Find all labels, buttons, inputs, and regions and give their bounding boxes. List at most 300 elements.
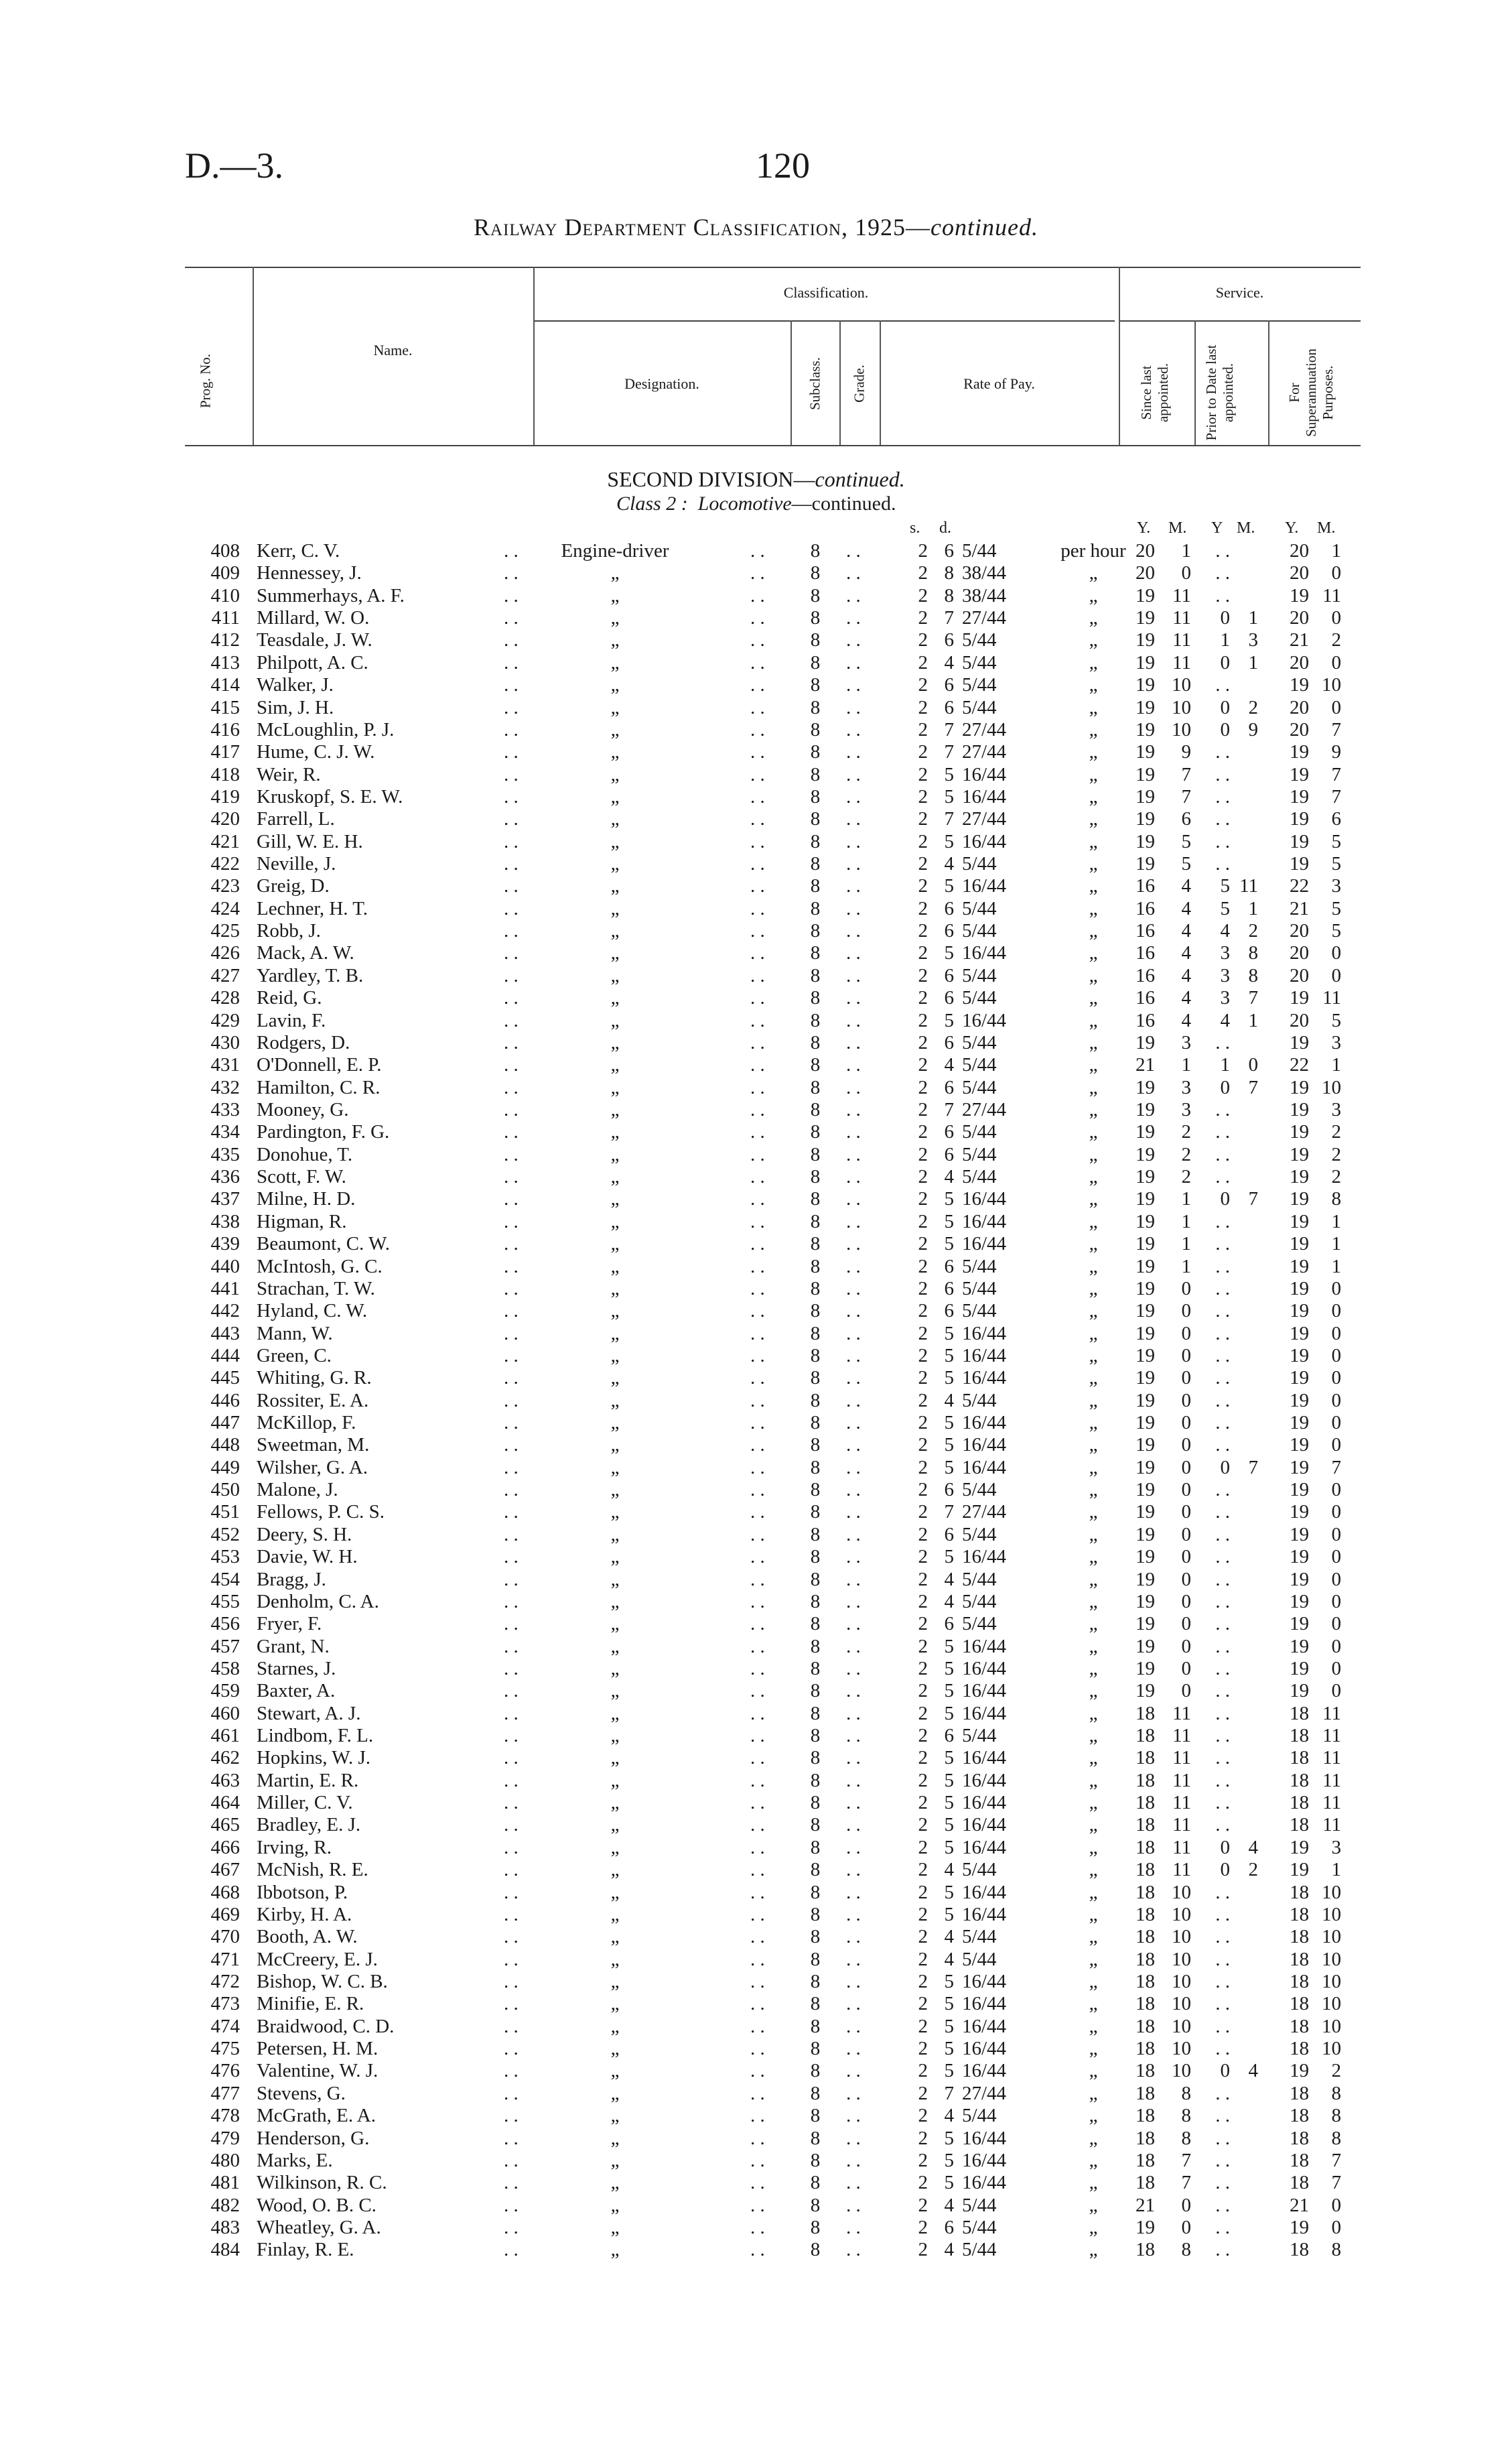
table-row [0, 1993, 1512, 2015]
leader-dots: . . [846, 1389, 861, 1411]
employee-name: Martin, E. R. [257, 1769, 359, 1791]
since-years: 18 [1136, 2239, 1155, 2261]
rate-fraction: 16/44 [962, 1680, 1007, 1702]
subclass: 8 [810, 1590, 821, 1612]
prior-years: . . [1215, 2149, 1230, 2171]
rate-shillings: 2 [918, 1076, 928, 1098]
leader-dots: . . [846, 2239, 861, 2261]
table-row [0, 1747, 1512, 1769]
prog-number: 449 [210, 1456, 240, 1478]
table-row [0, 1345, 1512, 1367]
super-months: 1 [1331, 1054, 1341, 1076]
super-years: 20 [1290, 942, 1309, 964]
leader-dots: . . [504, 1009, 519, 1031]
rate-shillings: 2 [918, 1859, 928, 1881]
rate-shillings: 2 [918, 853, 928, 875]
rate-fraction: 16/44 [962, 1456, 1007, 1478]
leader-dots: . . [750, 651, 765, 673]
rate-per: „ [1089, 1501, 1098, 1523]
subclass: 8 [810, 1479, 821, 1501]
leader-dots: . . [846, 1725, 861, 1747]
leader-dots: . . [750, 1322, 765, 1344]
prior-years: . . [1215, 2172, 1230, 2194]
table-row [0, 629, 1512, 651]
rate-fraction: 27/44 [962, 1098, 1007, 1120]
rate-shillings: 2 [918, 1814, 928, 1836]
super-months: 0 [1331, 1344, 1341, 1366]
prog-number: 438 [210, 1210, 240, 1232]
leader-dots: . . [750, 540, 765, 562]
rate-shillings: 2 [918, 1233, 928, 1255]
super-months: 11 [1322, 1814, 1341, 1836]
rate-shillings: 2 [918, 718, 928, 740]
leader-dots: . . [750, 2172, 765, 2194]
designation: „ [610, 1479, 620, 1501]
leader-dots: . . [846, 1769, 861, 1791]
rate-shillings: 2 [918, 1434, 928, 1456]
leader-dots: . . [750, 1948, 765, 1970]
rate-shillings: 2 [918, 2105, 928, 2127]
service-underline [1119, 320, 1361, 322]
leader-dots: . . [504, 1367, 519, 1389]
leader-dots: . . [504, 1166, 519, 1188]
rate-per: „ [1089, 1367, 1098, 1389]
prog-number: 414 [210, 674, 240, 696]
rate-shillings: 2 [918, 2015, 928, 2037]
leader-dots: . . [750, 1121, 765, 1143]
since-years: 19 [1136, 830, 1155, 852]
class-name: Locomotive [697, 493, 792, 515]
prog-number: 471 [210, 1948, 240, 1970]
since-months: 10 [1172, 674, 1191, 696]
designation: „ [610, 1814, 620, 1836]
since-years: 16 [1136, 987, 1155, 1009]
designation: „ [610, 1926, 620, 1948]
rate-fraction: 16/44 [962, 2127, 1007, 2149]
prior-years: . . [1215, 1971, 1230, 1992]
since-months: 0 [1181, 1277, 1191, 1299]
super-months: 7 [1331, 718, 1341, 740]
prog-number: 458 [210, 1657, 240, 1679]
leader-dots: . . [504, 1814, 519, 1836]
leader-dots: . . [846, 1792, 861, 1814]
designation: „ [610, 1836, 620, 1858]
rate-shillings: 2 [918, 1479, 928, 1501]
prior-years: . . [1215, 1031, 1230, 1053]
rate-per: „ [1089, 1210, 1098, 1232]
since-years: 19 [1136, 1031, 1155, 1053]
leader-dots: . . [846, 1590, 861, 1612]
rate-shillings: 2 [918, 1344, 928, 1366]
super-months: 0 [1331, 964, 1341, 986]
prior-years: . . [1215, 1546, 1230, 1568]
super-years: 19 [1290, 1031, 1309, 1053]
prog-number: 470 [210, 1926, 240, 1948]
employee-name: Weir, R. [257, 763, 321, 785]
rate-per: „ [1089, 1926, 1098, 1948]
leader-dots: . . [504, 1903, 519, 1925]
leader-dots: . . [504, 1881, 519, 1903]
prog-number: 461 [210, 1725, 240, 1747]
employee-name: Starnes, J. [257, 1657, 336, 1679]
prior-years: 0 [1220, 651, 1230, 673]
prior-months: 0 [1248, 1054, 1258, 1076]
subclass: 8 [810, 1031, 821, 1053]
super-months: 11 [1322, 987, 1341, 1009]
rate-fraction: 16/44 [962, 1657, 1007, 1679]
super-years: 19 [1290, 2216, 1309, 2238]
rate-fraction: 16/44 [962, 1881, 1007, 1903]
rate-shillings: 2 [918, 1523, 928, 1545]
leader-dots: . . [750, 1568, 765, 1590]
prog-number: 435 [210, 1143, 240, 1165]
prior-months: 4 [1248, 2060, 1258, 2082]
designation: „ [610, 1456, 620, 1478]
leader-dots: . . [846, 1903, 861, 1925]
leader-dots: . . [504, 1031, 519, 1053]
since-years: 19 [1136, 1657, 1155, 1679]
leader-dots: . . [846, 1836, 861, 1858]
leader-dots: . . [750, 1635, 765, 1657]
designation: „ [610, 1277, 620, 1299]
leader-dots: . . [504, 964, 519, 986]
rate-pence: 5 [944, 1322, 954, 1344]
leader-dots: . . [750, 1546, 765, 1568]
table-row [0, 1680, 1512, 1702]
rate-per: „ [1089, 1590, 1098, 1612]
employee-name: Green, C. [257, 1344, 332, 1366]
subclass: 8 [810, 1836, 821, 1858]
prior-years: 5 [1220, 897, 1230, 919]
designation: „ [610, 562, 620, 584]
leader-dots: . . [846, 1680, 861, 1702]
rate-pence: 7 [944, 2082, 954, 2104]
subclass: 8 [810, 1434, 821, 1456]
rate-pence: 5 [944, 875, 954, 897]
designation: „ [610, 1210, 620, 1232]
rate-fraction: 16/44 [962, 2172, 1007, 2194]
rate-per: „ [1089, 562, 1098, 584]
leader-dots: . . [846, 1009, 861, 1031]
leader-dots: . . [504, 741, 519, 763]
leader-dots: . . [504, 1121, 519, 1143]
leader-dots: . . [750, 607, 765, 629]
since-months: 2 [1181, 1143, 1191, 1165]
designation: „ [610, 875, 620, 897]
since-years: 19 [1136, 1367, 1155, 1389]
leader-dots: . . [504, 562, 519, 584]
super-months: 10 [1322, 1881, 1341, 1903]
super-years: 19 [1290, 1121, 1309, 1143]
since-months: 1 [1181, 1255, 1191, 1277]
designation: „ [610, 1523, 620, 1545]
prog-number: 473 [210, 1993, 240, 2015]
rate-pence: 5 [944, 1814, 954, 1836]
super-years: 20 [1290, 964, 1309, 986]
rate-shillings: 2 [918, 651, 928, 673]
rate-shillings: 2 [918, 785, 928, 807]
super-years: 19 [1290, 1680, 1309, 1702]
designation: „ [610, 2149, 620, 2171]
designation: „ [610, 1702, 620, 1724]
subclass: 8 [810, 651, 821, 673]
employee-name: Gill, W. E. H. [257, 830, 363, 852]
rate-per: „ [1089, 1769, 1098, 1791]
prog-number: 448 [210, 1434, 240, 1456]
employee-name: Stewart, A. J. [257, 1702, 361, 1724]
rate-per: „ [1089, 1188, 1098, 1210]
rate-fraction: 5/44 [962, 1948, 997, 1970]
prog-number: 472 [210, 1971, 240, 1992]
rate-per: „ [1089, 1613, 1098, 1635]
subclass: 8 [810, 1903, 821, 1925]
rate-pence: 6 [944, 964, 954, 986]
leader-dots: . . [846, 853, 861, 875]
leader-dots: . . [504, 1792, 519, 1814]
prog-number: 474 [210, 2015, 240, 2037]
rate-fraction: 16/44 [962, 2060, 1007, 2082]
super-months: 0 [1331, 1523, 1341, 1545]
leader-dots: . . [504, 651, 519, 673]
super-years: 19 [1290, 1546, 1309, 1568]
leader-dots: . . [750, 1277, 765, 1299]
rate-pence: 5 [944, 1769, 954, 1791]
since-years: 19 [1136, 1568, 1155, 1590]
subclass: 8 [810, 562, 821, 584]
employee-name: Yardley, T. B. [257, 964, 364, 986]
leader-dots: . . [750, 696, 765, 718]
super-years: 19 [1290, 741, 1309, 763]
super-months: 0 [1331, 1657, 1341, 1679]
since-years: 18 [1136, 2082, 1155, 2104]
leader-dots: . . [846, 1300, 861, 1322]
super-months: 0 [1331, 942, 1341, 964]
since-years: 19 [1136, 1590, 1155, 1612]
prior-years: 0 [1220, 607, 1230, 629]
super-years: 18 [1290, 2038, 1309, 2060]
super-months: 0 [1331, 1367, 1341, 1389]
rate-pence: 5 [944, 1881, 954, 1903]
since-years: 18 [1136, 1747, 1155, 1769]
designation: „ [610, 1657, 620, 1679]
employee-name: Summerhays, A. F. [257, 584, 405, 606]
prior-years: 1 [1220, 629, 1230, 651]
since-years: 16 [1136, 1009, 1155, 1031]
table-row [0, 1010, 1512, 1032]
leader-dots: . . [846, 808, 861, 830]
prior-years: . . [1215, 853, 1230, 875]
header-subclass: Subclass. [807, 357, 823, 410]
designation: „ [610, 1367, 620, 1389]
subclass: 8 [810, 1702, 821, 1724]
designation: „ [610, 1993, 620, 2015]
since-years: 19 [1136, 1344, 1155, 1366]
rate-shillings: 2 [918, 1121, 928, 1143]
unit-pence: d. [939, 519, 951, 537]
designation: „ [610, 1725, 620, 1747]
subclass: 8 [810, 1166, 821, 1188]
prior-months: 1 [1248, 607, 1258, 629]
leader-dots: . . [504, 1210, 519, 1232]
rate-pence: 5 [944, 1836, 954, 1858]
leader-dots: . . [750, 1926, 765, 1948]
leader-dots: . . [750, 2149, 765, 2171]
rate-shillings: 2 [918, 1635, 928, 1657]
subclass: 8 [810, 1948, 821, 1970]
super-months: 3 [1331, 1031, 1341, 1053]
rate-shillings: 2 [918, 1613, 928, 1635]
designation: „ [610, 2127, 620, 2149]
subclass: 8 [810, 607, 821, 629]
since-years: 19 [1136, 1546, 1155, 1568]
leader-dots: . . [504, 1456, 519, 1478]
rate-per: „ [1089, 1903, 1098, 1925]
employee-name: Strachan, T. W. [257, 1277, 375, 1299]
leader-dots: . . [750, 1076, 765, 1098]
subclass: 8 [810, 1277, 821, 1299]
rate-fraction: 27/44 [962, 1501, 1007, 1523]
employee-name: McCreery, E. J. [257, 1948, 378, 1970]
rate-pence: 5 [944, 1434, 954, 1456]
rate-fraction: 5/44 [962, 1590, 997, 1612]
leader-dots: . . [504, 1233, 519, 1255]
leader-dots: . . [750, 2082, 765, 2104]
employee-name: Irving, R. [257, 1836, 332, 1858]
leader-dots: . . [504, 1479, 519, 1501]
leader-dots: . . [846, 2127, 861, 2149]
rate-pence: 5 [944, 1635, 954, 1657]
prog-number: 455 [210, 1590, 240, 1612]
prior-years: . . [1215, 1501, 1230, 1523]
rate-pence: 7 [944, 1501, 954, 1523]
leader-dots: . . [504, 830, 519, 852]
since-months: 7 [1181, 763, 1191, 785]
section-division-continued: continued. [815, 467, 905, 491]
rate-fraction: 16/44 [962, 2015, 1007, 2037]
leader-dots: . . [504, 2060, 519, 2082]
since-years: 19 [1136, 1255, 1155, 1277]
leader-dots: . . [846, 2194, 861, 2216]
leader-dots: . . [846, 1344, 861, 1366]
super-months: 11 [1322, 1747, 1341, 1769]
super-years: 18 [1290, 2239, 1309, 2261]
rate-fraction: 16/44 [962, 942, 1007, 964]
header-designation: Designation. [624, 375, 699, 392]
designation: „ [610, 920, 620, 942]
table-row [0, 1144, 1512, 1166]
prior-years: 3 [1220, 942, 1230, 964]
since-months: 1 [1181, 540, 1191, 562]
since-months: 0 [1181, 1635, 1191, 1657]
rate-per: „ [1089, 830, 1098, 852]
rate-shillings: 2 [918, 1881, 928, 1903]
prog-number: 416 [210, 718, 240, 740]
since-months: 7 [1181, 2172, 1191, 2194]
leader-dots: . . [846, 1143, 861, 1165]
rate-fraction: 5/44 [962, 1076, 997, 1098]
since-months: 11 [1172, 1792, 1191, 1814]
since-years: 19 [1136, 629, 1155, 651]
employee-name: Valentine, W. J. [257, 2060, 379, 2082]
table-row [0, 1390, 1512, 1412]
subclass: 8 [810, 1881, 821, 1903]
since-years: 19 [1136, 1412, 1155, 1434]
prog-number: 430 [210, 1031, 240, 1053]
super-months: 5 [1331, 920, 1341, 942]
super-years: 19 [1290, 1501, 1309, 1523]
employee-name: Kruskopf, S. E. W. [257, 785, 403, 807]
since-months: 9 [1181, 741, 1191, 763]
prog-number: 476 [210, 2060, 240, 2082]
leader-dots: . . [750, 1166, 765, 1188]
rate-shillings: 2 [918, 1657, 928, 1679]
subclass: 8 [810, 1926, 821, 1948]
since-years: 19 [1136, 853, 1155, 875]
rate-per: „ [1089, 1523, 1098, 1545]
prog-number: 464 [210, 1792, 240, 1814]
rate-pence: 5 [944, 1993, 954, 2015]
leader-dots: . . [504, 2015, 519, 2037]
header-grade: Grade. [851, 365, 868, 403]
leader-dots: . . [750, 1434, 765, 1456]
designation: „ [610, 1635, 620, 1657]
super-months: 2 [1331, 2060, 1341, 2082]
unit-since-months: M. [1168, 519, 1187, 537]
rate-per: „ [1089, 1479, 1098, 1501]
super-years: 19 [1290, 1344, 1309, 1366]
since-months: 4 [1181, 897, 1191, 919]
super-years: 19 [1290, 1143, 1309, 1165]
designation: „ [610, 2105, 620, 2127]
leader-dots: . . [846, 607, 861, 629]
employee-name: Higman, R. [257, 1210, 347, 1232]
super-months: 3 [1331, 1836, 1341, 1858]
super-years: 19 [1290, 1568, 1309, 1590]
rate-fraction: 5/44 [962, 920, 997, 942]
prog-number: 424 [210, 897, 240, 919]
table-row [0, 1367, 1512, 1389]
rate-shillings: 2 [918, 2239, 928, 2261]
super-months: 0 [1331, 1389, 1341, 1411]
prior-years: 4 [1220, 1009, 1230, 1031]
prior-months: 1 [1248, 1009, 1258, 1031]
employee-name: Finlay, R. E. [257, 2239, 354, 2261]
rate-pence: 5 [944, 1546, 954, 1568]
super-years: 19 [1290, 1434, 1309, 1456]
rate-per: „ [1089, 853, 1098, 875]
table-row [0, 965, 1512, 987]
rate-pence: 6 [944, 629, 954, 651]
employee-name: Wilsher, G. A. [257, 1456, 368, 1478]
table-row [0, 1837, 1512, 1859]
since-months: 4 [1181, 987, 1191, 1009]
leader-dots: . . [846, 1031, 861, 1053]
rate-fraction: 16/44 [962, 763, 1007, 785]
rate-pence: 8 [944, 562, 954, 584]
subclass: 8 [810, 808, 821, 830]
prior-years: . . [1215, 1300, 1230, 1322]
rate-fraction: 5/44 [962, 1300, 997, 1322]
leader-dots: . . [750, 1233, 765, 1255]
rate-pence: 6 [944, 897, 954, 919]
leader-dots: . . [846, 2038, 861, 2060]
super-years: 22 [1290, 875, 1309, 897]
table-row [0, 1099, 1512, 1121]
prog-number: 475 [210, 2038, 240, 2060]
prog-number: 456 [210, 1613, 240, 1635]
rate-per: „ [1089, 1546, 1098, 1568]
table-row [0, 540, 1512, 562]
